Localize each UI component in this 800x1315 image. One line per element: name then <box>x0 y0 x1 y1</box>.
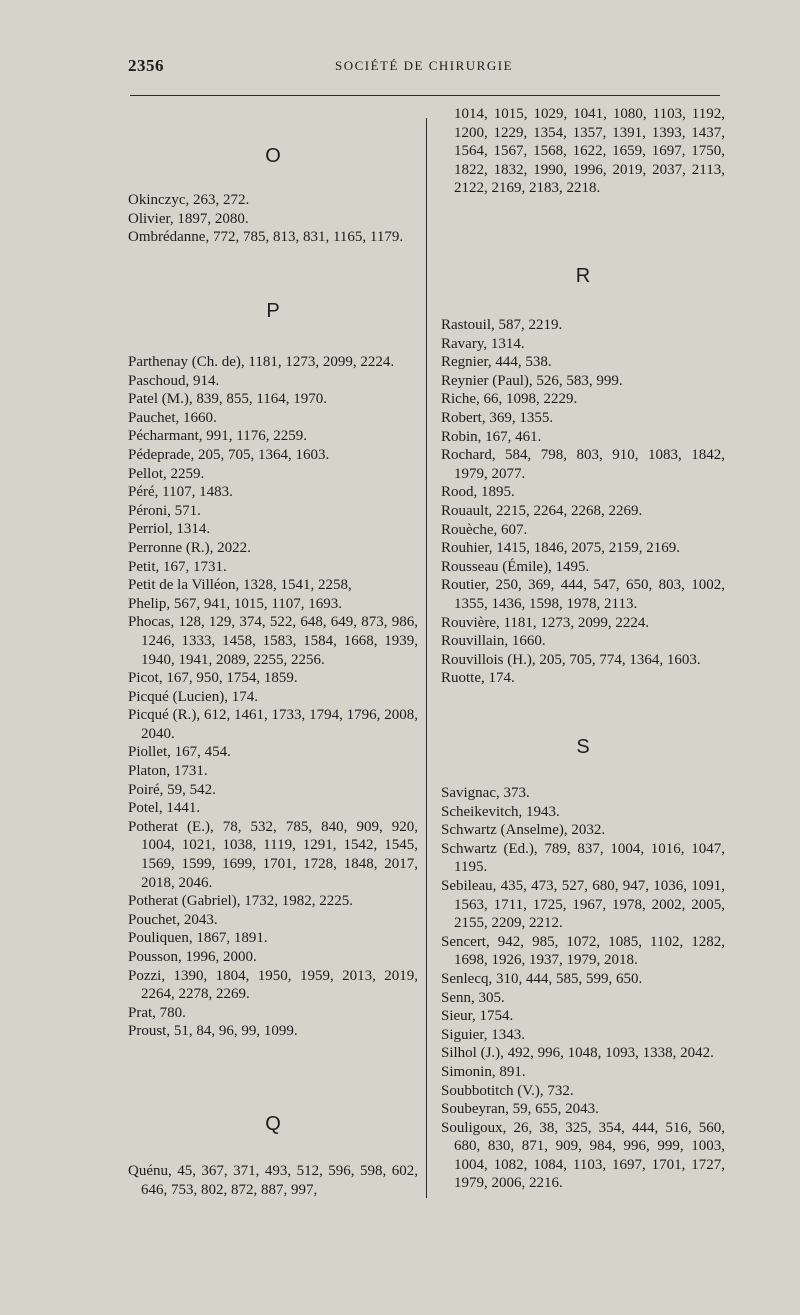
index-entry: Potherat (Gabriel), 1732, 1982, 2225. <box>128 893 353 910</box>
index-entry: Pozzi, 1390, 1804, 1950, 1959, 2013, 2019, 2264, 2278, 2269. <box>128 967 418 1003</box>
header-rule <box>130 95 720 96</box>
index-entry: Olivier, 1897, 2080. <box>128 210 249 227</box>
index-entry: Riche, 66, 1098, 2229. <box>441 391 578 408</box>
index-entry: Silhol (J.), 492, 996, 1048, 1093, 1338, 2042. <box>441 1045 714 1062</box>
index-entry: Rouhier, 1415, 1846, 2075, 2159, 2169. <box>441 540 680 557</box>
index-entry: Senlecq, 310, 444, 585, 599, 650. <box>441 970 643 987</box>
index-entry: Rousseau (Émile), 1495. <box>441 558 590 575</box>
index-entry: Potherat (E.), 78, 532, 785, 840, 909, 920, 1004, 1021, 1038, 1119, 1291, 1542, 1545, 1569, 1599, 1699, 1701, 1728, 1848, 2017, 2018, 2046. <box>128 818 418 891</box>
index-entry: Pouliquen, 1867, 1891. <box>128 930 268 947</box>
index-entry: Reynier (Paul), 526, 583, 999. <box>441 372 623 389</box>
index-entry: Regnier, 444, 538. <box>441 354 552 371</box>
section-s-entries <box>441 784 725 1193</box>
index-entry: Rastouil, 587, 2219. <box>441 317 563 333</box>
index-entry: Piollet, 167, 454. <box>128 744 231 761</box>
index-entry: Scheikevitch, 1943. <box>441 803 560 820</box>
section-p-entries <box>128 353 418 1041</box>
index-entry: Pellot, 2259. <box>128 465 205 482</box>
index-entry: Potel, 1441. <box>128 800 201 817</box>
index-entry: Ruotte, 174. <box>441 670 515 687</box>
running-title: SOCIÉTÉ DE CHIRURGIE <box>334 58 514 73</box>
index-entry: Pédeprade, 205, 705, 1364, 1603. <box>128 446 330 463</box>
section-letter-o: O <box>265 145 281 167</box>
index-entry: Perronne (R.), 2022. <box>128 539 251 556</box>
index-entry: Siguier, 1343. <box>441 1026 525 1043</box>
index-entry: Proust, 51, 84, 96, 99, 1099. <box>128 1023 298 1040</box>
index-entry: Pauchet, 1660. <box>128 409 217 426</box>
index-entry: Quénu, 45, 367, 371, 493, 512, 596, 598, 602, 646, 753, 802, 872, 887, 997, <box>128 1163 418 1198</box>
index-entry: Sieur, 1754. <box>441 1008 514 1025</box>
section-letter-r: R <box>575 265 591 287</box>
index-entry: Paschoud, 914. <box>128 372 220 389</box>
column-divider <box>426 118 427 1198</box>
continued-entry <box>441 105 725 198</box>
index-entry: Rouvillois (H.), 205, 705, 774, 1364, 1603. <box>441 651 701 668</box>
index-entry: Routier, 250, 369, 444, 547, 650, 803, 1002, 1355, 1436, 1598, 1978, 2113. <box>441 577 725 612</box>
section-letter-s: S <box>576 736 590 758</box>
index-entry: Souligoux, 26, 38, 325, 354, 444, 516, 560, 680, 830, 871, 909, 984, 996, 999, 1003, 1004, 1082, 1084, 1103, 1697, 1701, 1727, 1979, 2006, 2216. <box>441 1119 725 1192</box>
index-entry: Pouchet, 2043. <box>128 911 218 928</box>
index-entry: Poiré, 59, 542. <box>128 781 216 798</box>
index-entry: Phocas, 128, 129, 374, 522, 648, 649, 873, 986, 1246, 1333, 1458, 1583, 1584, 1668, 1939, 1940, 1941, 2089, 2255, 2256. <box>128 614 418 668</box>
page-number: 2356 <box>128 56 164 75</box>
index-entry: Pécharmant, 991, 1176, 2259. <box>128 428 307 445</box>
index-entry: Phelip, 567, 941, 1015, 1107, 1693. <box>128 595 343 612</box>
index-entry: Platon, 1731. <box>128 763 208 780</box>
index-entry: Rouault, 2215, 2264, 2268, 2269. <box>441 502 643 519</box>
section-letter-q: Q <box>265 1113 281 1135</box>
index-entry: Rouvière, 1181, 1273, 2099, 2224. <box>441 614 650 631</box>
index-entry: Schwartz (Anselme), 2032. <box>441 822 606 839</box>
index-entry: Rouvillain, 1660. <box>441 633 546 650</box>
index-entry: Ombrédanne, 772, 785, 813, 831, 1165, 1179. <box>128 229 404 246</box>
index-entry: Ravary, 1314. <box>441 335 525 352</box>
index-entry: Rood, 1895. <box>441 484 515 501</box>
index-entry: Petit de la Villéon, 1328, 1541, 2258, <box>128 577 352 594</box>
section-q-entries <box>128 1162 418 1199</box>
index-entry: Rochard, 584, 798, 803, 910, 1083, 1842, 1979, 2077. <box>441 447 725 482</box>
index-entry: Pousson, 1996, 2000. <box>128 949 257 965</box>
index-entry: Rouèche, 607. <box>441 521 528 538</box>
index-entry: Simonin, 891. <box>441 1063 526 1080</box>
index-entry: Okinczyc, 263, 272. <box>128 192 250 208</box>
index-entry: Savignac, 373. <box>441 785 530 801</box>
index-entry: Sencert, 942, 985, 1072, 1085, 1102, 1282, 1698, 1926, 1937, 1979, 2018. <box>441 933 725 969</box>
index-entry: Senn, 305. <box>441 989 505 1006</box>
index-entry: Patel (M.), 839, 855, 1164, 1970. <box>128 391 328 408</box>
section-r-entries <box>441 316 725 688</box>
section-letter-p: P <box>266 300 280 322</box>
index-entry: Petit, 167, 1731. <box>128 558 227 575</box>
index-entry: Parthenay (Ch. de), 1181, 1273, 2099, 2224. <box>128 354 395 370</box>
index-entry: Soubeyran, 59, 655, 2043. <box>441 1101 599 1118</box>
index-entry: Perriol, 1314. <box>128 521 211 538</box>
running-header <box>128 56 720 78</box>
index-entry: Robin, 167, 461. <box>441 428 542 445</box>
index-entry: Prat, 780. <box>128 1004 186 1021</box>
section-o-entries <box>128 191 418 247</box>
index-entry-continuation: 1014, 1015, 1029, 1041, 1080, 1103, 1192, 1200, 1229, 1354, 1357, 1391, 1393, 1437, 1564, 1567, 1568, 1622, 1659, 1697, 1750, 1822, 1832, 1990, 1996, 2019, 2037, 2113, 2122, 2169, 2183, 2218. <box>454 106 725 197</box>
index-entry: Sebileau, 435, 473, 527, 680, 947, 1036, 1091, 1563, 1711, 1725, 1967, 1978, 2002, 2005, 2155, 2209, 2212. <box>441 877 725 932</box>
index-entry: Péré, 1107, 1483. <box>128 484 233 501</box>
index-entry: Robert, 369, 1355. <box>441 409 554 426</box>
index-entry: Péroni, 571. <box>128 502 201 519</box>
index-entry: Picqué (R.), 612, 1461, 1733, 1794, 1796, 2008, 2040. <box>128 707 418 742</box>
index-entry: Picqué (Lucien), 174. <box>128 688 258 705</box>
index-entry: Soubbotitch (V.), 732. <box>441 1082 574 1099</box>
index-entry: Schwartz (Ed.), 789, 837, 1004, 1016, 1047, 1195. <box>441 840 725 876</box>
index-entry: Picot, 167, 950, 1754, 1859. <box>128 670 298 687</box>
